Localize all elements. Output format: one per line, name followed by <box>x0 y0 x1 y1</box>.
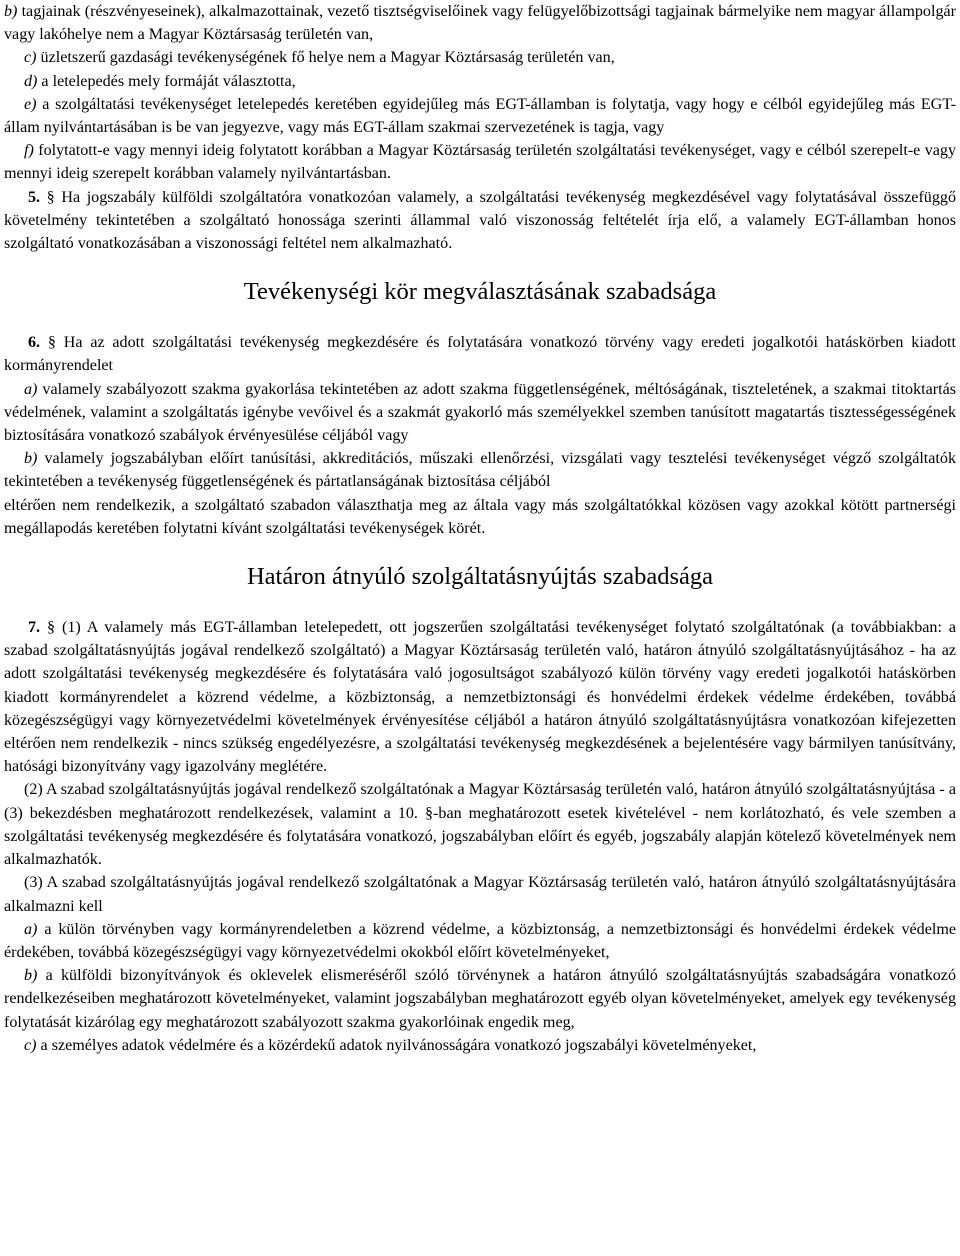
paragraph <box>4 139 956 185</box>
paragraph <box>4 918 956 964</box>
section-paragraph <box>4 186 956 256</box>
section-heading: Határon átnyúló szolgáltatásnyújtás szabadsága <box>246 563 714 591</box>
paragraph-text: § Ha az adott szolgáltatási tevékenység megkezdésére és folytatására vonatkozó törvény vagy eredeti jogalkotói hatáskörben kiadott kormányrendelet <box>4 334 956 375</box>
paragraph <box>4 1034 956 1057</box>
paragraph-text: b) valamely jogszabályban előírt tanúsítási, akkreditációs, műszaki ellenőrzési, vizsgálati vagy tesztelési tevékenységet végző szolgáltatók tekintetében a tevékenység függetlenségének és pártatlanságának biztosítása céljából <box>4 450 956 491</box>
paragraph <box>4 378 956 448</box>
paragraph-text: f) folytatott-e vagy mennyi ideig folytatott korábban a Magyar Köztársaság területén szolgáltatási tevékenységet, vagy e célból szerepelt-e vagy mennyi ideig szerepelt korábban valamely nyilvántartásban. <box>4 142 956 183</box>
list-marker: a) <box>24 380 38 398</box>
paragraph <box>4 494 956 540</box>
list-marker: b) <box>4 3 18 20</box>
section-number: 6. <box>28 334 41 352</box>
section-number: 7. <box>28 619 41 637</box>
paragraph-text: (2) A szabad szolgáltatásnyújtás jogával rendelkező szolgáltatónak a Magyar Köztársaság területén való, határon átnyúló szolgáltatásnyújtása - a (3) bekezdésben meghatározott rendelkezések, valamint a 10. §-ban meghatározott esetek kivételével - nem korlátozható, és vele szemben a szolgáltatási tevékenység megkezdésére és folytatására vonatkozó, jogszabályban előírt és egyéb, jogszabály alapján kötelező követelmények nem alkalmazhatók. <box>4 781 956 869</box>
list-marker: b) <box>24 450 38 468</box>
paragraph-text: § (1) A valamely más EGT-államban letelepedett, ott jogszerűen szolgáltatási tevékenységet folytató szolgáltatónak (a továbbiakban: a szabad szolgáltatásnyújtás jogával rendelkező szolgáltató) a Magyar Köztársaság területén való, határon átnyúló szolgáltatásnyújtásához - ha az adott szolgáltatási tevékenység megkezdésére és folytatására való jogosultságot szabályozó külön törvény vagy eredeti jogalkotói hatáskörben kiadott kormányrendelet a közrend védelme, a közbiztonság, a nemzetbiztonsági és honvédelmi érdekek védelme érdekében, továbbá közegészségügyi vagy környezetvédelmi követelmények érvényesítése céljából a határon átnyúló szolgáltatásnyújtásra vonatkozóan kifejezetten eltérően nem rendelkezik - nincs szükség engedélyezésre, a szolgáltatási tevékenység megkezdésének a bejelentésére vagy bármilyen tanúsítvány, hatósági bizonyítvány vagy igazolvány meglétére. <box>4 619 956 776</box>
list-marker: c) <box>24 49 37 67</box>
paragraph <box>4 70 956 93</box>
paragraph-text: (3) A szabad szolgáltatásnyújtás jogával rendelkező szolgáltatónak a Magyar Köztársaság területén való, határon átnyúló szolgáltatásnyújtására alkalmazni kell <box>4 874 956 915</box>
paragraph-text: a) valamely szabályozott szakma gyakorlása tekintetében az adott szakma függetlenségének, méltóságának, tiszteletének, a szakmai titoktartás védelmének, valamint a szolgáltatás igénybe vevőivel és a szakmát gyakorló más személyekkel szemben tanúsított magatartás tisztességességének biztosítására vonatkozó szabályok érvényesülése céljából vagy <box>4 380 956 445</box>
paragraph-text: § Ha jogszabály külföldi szolgáltatóra vonatkozóan valamely, a szolgáltatási tevékenység megkezdésével vagy folytatásával összefüggő követelmény tekintetében a szolgáltató honossága szerinti állammal való viszonosság feltételét írja elő, a valamely EGT-államban honos szolgáltató vonatkozásában a viszonossági feltétel nem alkalmazható. <box>4 188 956 253</box>
paragraph <box>4 964 956 1034</box>
section-paragraph <box>4 616 956 778</box>
section-paragraph <box>4 331 956 377</box>
list-marker: f) <box>24 142 34 160</box>
paragraph <box>4 46 956 69</box>
list-marker: b) <box>24 967 38 985</box>
paragraph-text: c) a személyes adatok védelmére és a közérdekű adatok nyilvánosságára vonatkozó jogszabályi követelményeket, <box>24 1036 757 1054</box>
section-heading: Tevékenységi kör megválasztásának szabadsága <box>243 278 717 306</box>
list-marker: e) <box>24 95 37 113</box>
paragraph-text: c) üzletszerű gazdasági tevékenységének fő helye nem a Magyar Köztársaság területén van, <box>24 49 615 67</box>
paragraph <box>4 0 956 46</box>
list-marker: d) <box>24 72 38 90</box>
paragraph <box>4 93 956 139</box>
paragraph <box>4 778 956 871</box>
paragraph-text: e) a szolgáltatási tevékenységet letelepedés keretében egyidejűleg más EGT-államban is folytatja, vagy hogy e célból egyidejűleg más EGT-állam nyilvántartásában is be van jegyezve, vagy más EGT-állam szakmai szervezetének is tagja, vagy <box>4 95 956 137</box>
paragraph <box>4 447 956 493</box>
paragraph <box>4 871 956 917</box>
paragraph-text: b) a külföldi bizonyítványok és oklevelek elismeréséről szóló törvénynek a határon átnyúló szolgáltatásnyújtás szabadságára vonatkozó rendelkezéseiben meghatározott követelményeket, valamint jogszabályban meghatározott egyéb olyan követelményeket, amelyek egy tevékenység folytatását kizárólag egy meghatározott szabályozott szakma gyakorlóinak engedik meg, <box>4 967 956 1031</box>
list-marker: c) <box>24 1036 37 1054</box>
paragraph-text: eltérően nem rendelkezik, a szolgáltató szabadon választhatja meg az általa vagy más szolgáltatókkal közösen vagy azokkal kötött partnerségi megállapodás keretében folytatni kívánt szolgáltatási tevékenységek körét. <box>4 496 956 537</box>
paragraph-text: d) a letelepedés mely formáját választotta, <box>24 72 296 90</box>
section-number: 5. <box>28 188 41 206</box>
list-marker: a) <box>24 920 38 938</box>
paragraph-text: b) tagjainak (részvényeseinek), alkalmazottainak, vezető tisztségviselőinek vagy felügyelőbizottsági tagjainak bármelyike nem magyar állampolgár vagy lakóhelye nem a Magyar Köztársaság területén van, <box>4 3 956 44</box>
paragraph-text: a) a külön törvényben vagy kormányrendeletben a közrend védelme, a közbiztonság, a nemzetbiztonsági és honvédelmi érdekek védelme érdekében, továbbá közegészségügyi vagy környezetvédelmi okokból előírt követelményeket, <box>4 920 956 961</box>
